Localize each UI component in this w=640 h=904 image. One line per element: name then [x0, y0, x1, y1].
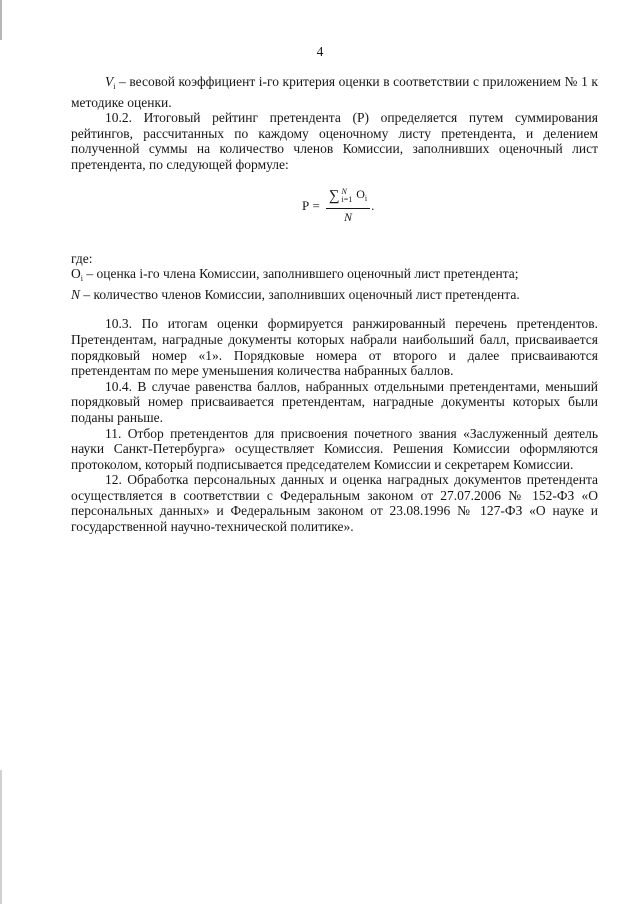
vi-definition-text: – весовой коэффициент i-го критерия оценки в соответствии с приложением № 1 к методике оценки.	[71, 74, 598, 110]
vi-subscript: i	[113, 82, 116, 91]
oi-definition-text: – оценка i-го члена Комиссии, заполнившего оценочный лист претендента;	[82, 266, 519, 282]
formula-fraction	[326, 187, 370, 226]
vi-definition	[71, 74, 598, 110]
formula-numerator	[326, 187, 370, 210]
paragraph-11: 11. Отбор претендентов для присвоения почетного звания «Заслуженный деятель науки Санкт-Петербурга» осуществляет Комиссия. Решения Комиссии оформляются протоколом, который подписывается председателем Комиссии и секретарем Комиссии.	[71, 425, 598, 472]
oi-symbol: O	[71, 266, 81, 282]
formula-lhs: Р =	[302, 198, 320, 214]
rating-formula	[71, 187, 598, 237]
formula-denominator: N	[343, 210, 352, 225]
formula-sigma: ∑	[328, 187, 340, 204]
formula-expression	[302, 187, 374, 226]
formula-term-subscript: i	[364, 193, 368, 203]
where-label: где:	[71, 250, 93, 266]
vi-symbol: V	[105, 74, 114, 89]
spacer	[71, 302, 598, 316]
paragraph-10-4: 10.4. В случае равенства баллов, набранных отдельными претендентами, меньший порядковый номер присваивается претендентам, наградные документы которых были поданы раньше.	[71, 378, 598, 425]
n-definition-text: – количество членов Комиссии, заполнивших оценочный лист претендента.	[80, 286, 520, 302]
formula-term	[356, 187, 367, 207]
page-number: 4	[316, 44, 324, 59]
paragraph-10-2: 10.2. Итоговый рейтинг претендента (Р) определяется путем суммирования рейтингов, рассчитанных по каждому оценочному листу претендента, и делением полученной суммы на количество членов Комиссии, заполнивших оценочный лист претендента, по следующей формуле:	[71, 110, 598, 172]
n-symbol: N	[71, 286, 81, 302]
paragraph-12: 12. Обработка персональных данных и оценка наградных документов претендента осуществляется в соответствии с Федеральным законом от 27.07.2006 № 152-ФЗ «О персональных данных» и Федеральным законом от 23.08.1996 № 127-ФЗ «О науке и государственной научно-технической политике».	[71, 472, 598, 535]
scan-edge	[0, 0, 2, 904]
formula-term-symbol: O	[356, 186, 365, 201]
document-body	[71, 74, 598, 535]
formula-lower-limit: i=1	[341, 195, 353, 205]
formula-limits	[342, 188, 353, 204]
paragraph-10-3: 10.3. По итогам оценки формируется ранжированный перечень претендентов. Претендентам, наградные документы которых набрали наибольший балл, присваивается порядковый номер «1». Порядковые номера от второго и далее присваиваются претендентам по мере уменьшения количества набранных баллов.	[71, 316, 598, 379]
oi-definition	[71, 266, 598, 287]
formula-upper-limit: N	[341, 187, 347, 197]
oi-subscript: i	[80, 274, 83, 284]
n-definition	[71, 287, 598, 303]
formula-end: .	[371, 198, 375, 214]
